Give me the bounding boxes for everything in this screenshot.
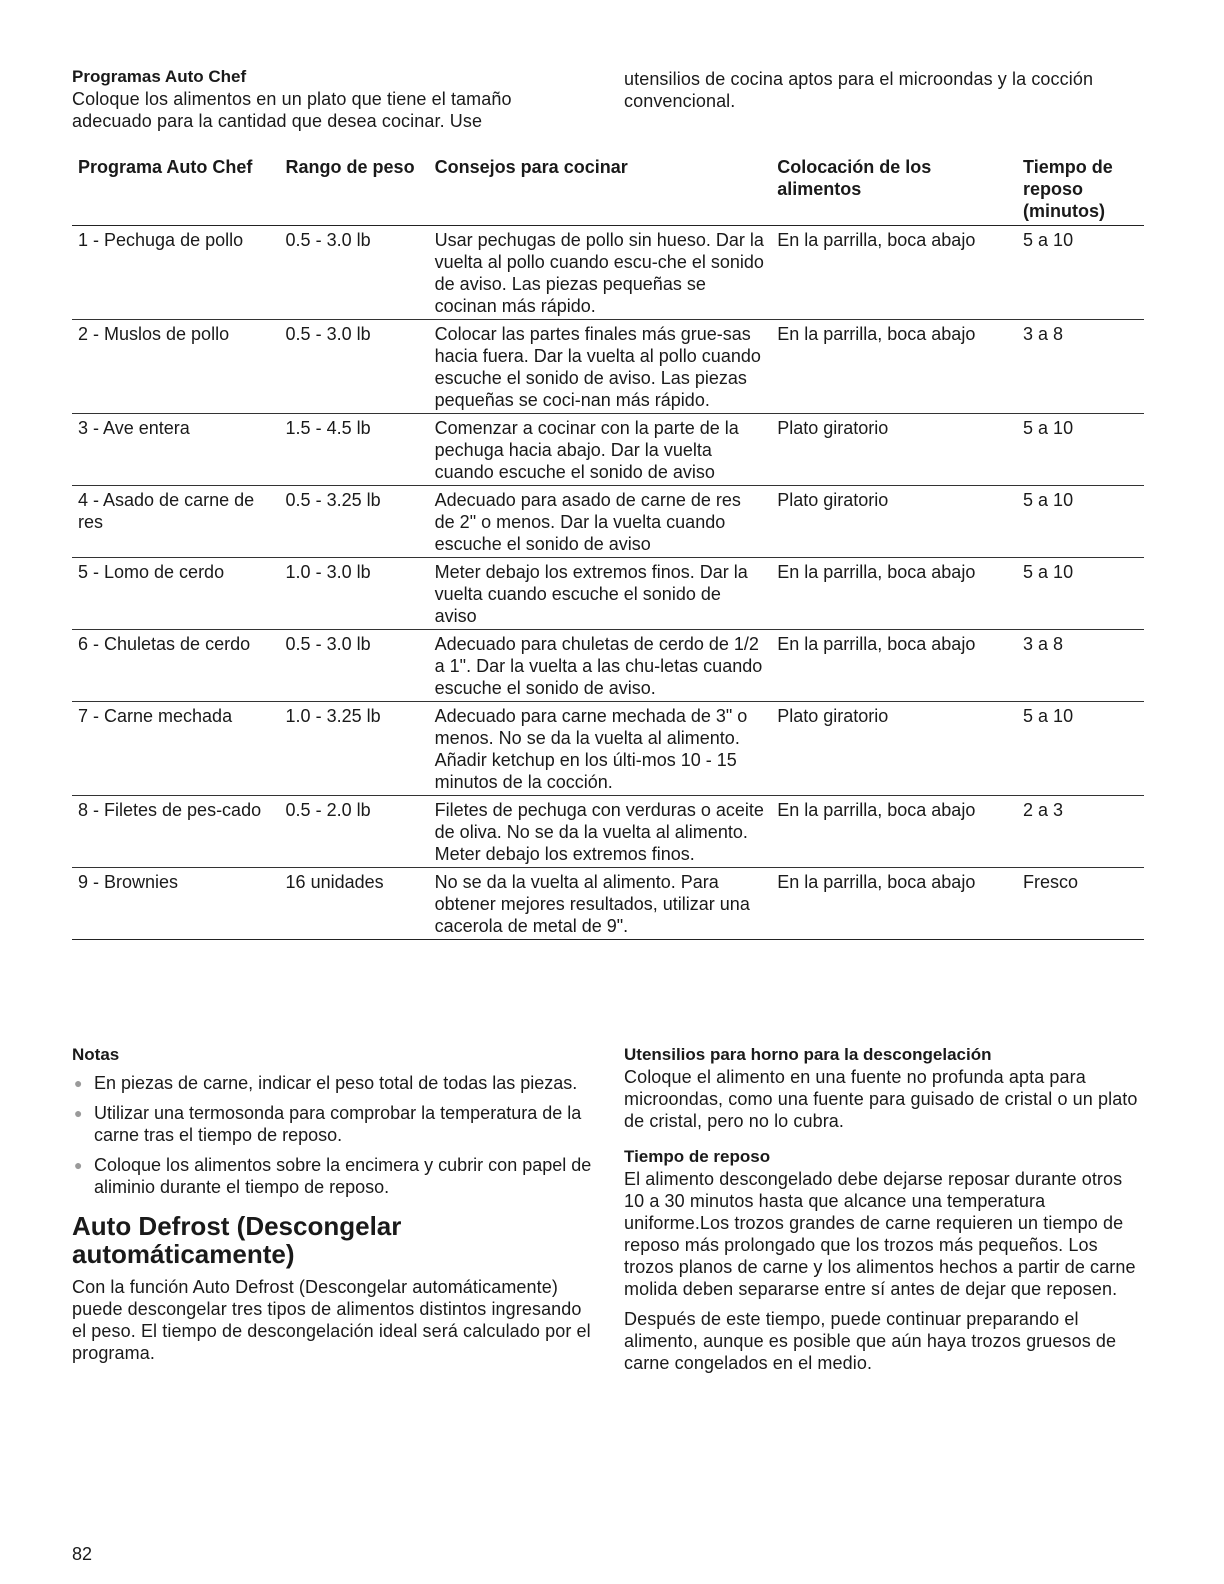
left-column (72, 1044, 592, 1364)
table-row (72, 486, 1144, 558)
cell-program: 5 - Lomo de cerdo (72, 558, 280, 630)
utensils-heading: Utensilios para horno para la descongelación (624, 1045, 992, 1064)
cell-weight: 0.5 - 3.0 lb (280, 226, 429, 320)
intro-text-right: utensilios de cocina aptos para el microondas y la cocción convencional. (624, 69, 1094, 111)
bullet-icon: ● (74, 1105, 83, 1121)
notes-heading: Notas (72, 1045, 120, 1064)
cell-weight: 16 unidades (280, 868, 429, 940)
intro-right-column (624, 66, 1144, 112)
cell-placement: En la parrilla, boca abajo (771, 320, 1017, 414)
cell-weight: 0.5 - 3.25 lb (280, 486, 429, 558)
cell-weight: 1.0 - 3.0 lb (280, 558, 429, 630)
note-text: Coloque los alimentos sobre la encimera y cubrir con papel de aliminio durante el tiempo de reposo. (94, 1155, 592, 1197)
header-consejos: Consejos para cocinar (429, 156, 772, 226)
intro-text-left: Coloque los alimentos en un plato que tiene el tamaño adecuado para la cantidad que desea cocinar. Use (72, 89, 512, 131)
table-row (72, 226, 1144, 320)
cell-weight: 0.5 - 3.0 lb (280, 630, 429, 702)
cell-program: 1 - Pechuga de pollo (72, 226, 280, 320)
cell-rest-time: 5 a 10 (1017, 558, 1144, 630)
cell-tips: Filetes de pechuga con verduras o aceite de oliva. No se da la vuelta al alimento. Meter debajo los extremos finos. (429, 796, 772, 868)
rest-heading: Tiempo de reposo (624, 1147, 771, 1166)
cell-tips: Adecuado para chuletas de cerdo de 1/2 a 1". Dar la vuelta a las chu-letas cuando escuche el sonido de aviso. (429, 630, 772, 702)
cell-rest-time: 3 a 8 (1017, 630, 1144, 702)
cell-program: 6 - Chuletas de cerdo (72, 630, 280, 702)
cell-program: 3 - Ave entera (72, 414, 280, 486)
cell-placement: Plato giratorio (771, 414, 1017, 486)
cell-program: 4 - Asado de carne de res (72, 486, 280, 558)
table-row (72, 796, 1144, 868)
table-row (72, 868, 1144, 940)
table-row (72, 630, 1144, 702)
table-row (72, 702, 1144, 796)
header-programa: Programa Auto Chef (72, 156, 280, 226)
cell-placement: En la parrilla, boca abajo (771, 558, 1017, 630)
header-rango: Rango de peso (280, 156, 429, 226)
cell-tips: Usar pechugas de pollo sin hueso. Dar la vuelta al pollo cuando escu-che el sonido de aviso. Las piezas pequeñas se cocinan más rápido. (429, 226, 772, 320)
header-tiempo: Tiempo de reposo (minutos) (1017, 156, 1144, 226)
cell-weight: 1.0 - 3.25 lb (280, 702, 429, 796)
cell-program: 2 - Muslos de pollo (72, 320, 280, 414)
bullet-icon: ● (74, 1157, 83, 1173)
cell-tips: Meter debajo los extremos finos. Dar la vuelta cuando escuche el sonido de aviso (429, 558, 772, 630)
table-row (72, 558, 1144, 630)
defrost-heading: Auto Defrost (Descongelar automáticamente) (72, 1211, 402, 1269)
cell-rest-time: 2 a 3 (1017, 796, 1144, 868)
cell-program: 8 - Filetes de pes-cado (72, 796, 280, 868)
cell-placement: En la parrilla, boca abajo (771, 226, 1017, 320)
header-colocacion: Colocación de los alimentos (771, 156, 1017, 226)
table-row (72, 414, 1144, 486)
table-header-row (72, 156, 1144, 226)
cell-placement: Plato giratorio (771, 486, 1017, 558)
cell-tips: Adecuado para carne mechada de 3" o menos. No se da la vuelta al alimento. Añadir ketchup en los últi-mos 10 - 15 minutos de la cocción. (429, 702, 772, 796)
list-item (72, 1154, 592, 1198)
notes-list (72, 1072, 592, 1198)
intro-left-column (72, 66, 592, 132)
auto-chef-table (72, 156, 1144, 940)
cell-rest-time: 3 a 8 (1017, 320, 1144, 414)
cell-weight: 0.5 - 3.0 lb (280, 320, 429, 414)
cell-rest-time: 5 a 10 (1017, 414, 1144, 486)
bullet-icon: ● (74, 1075, 83, 1091)
list-item (72, 1072, 592, 1094)
cell-program: 7 - Carne mechada (72, 702, 280, 796)
cell-placement: En la parrilla, boca abajo (771, 796, 1017, 868)
cell-weight: 0.5 - 2.0 lb (280, 796, 429, 868)
utensils-text: Coloque el alimento en una fuente no profunda apta para microondas, como una fuente para guisado de cristal o un plato de cristal, pero no lo cubra. (624, 1067, 1138, 1131)
cell-tips: Colocar las partes finales más grue-sas hacia fuera. Dar la vuelta al pollo cuando escuche el sonido de aviso. Las piezas pequeñas se coci-nan más rápido. (429, 320, 772, 414)
page-number: 82 (72, 1544, 93, 1564)
rest-text-1: El alimento descongelado debe dejarse reposar durante otros 10 a 30 minutos hasta que alcance una temperatura uniforme.Los trozos grandes de carne requieren un tiempo de reposo más prolongado que los trozos más pequeños. Los trozos planos de carne y los alimentos hechos a partir de carne molida deben separarse entre sí antes de dejar que reposen. (624, 1169, 1136, 1299)
rest-text-2: Después de este tiempo, puede continuar preparando el alimento, aunque es posible que aún haya trozos gruesos de carne congelados en el medio. (624, 1309, 1117, 1373)
intro-heading: Programas Auto Chef (72, 67, 247, 86)
cell-rest-time: 5 a 10 (1017, 486, 1144, 558)
right-column (624, 1044, 1144, 1374)
cell-placement: En la parrilla, boca abajo (771, 868, 1017, 940)
cell-rest-time: Fresco (1017, 868, 1144, 940)
table-row (72, 320, 1144, 414)
note-text: Utilizar una termosonda para comprobar la temperatura de la carne tras el tiempo de reposo. (94, 1103, 582, 1145)
cell-tips: Adecuado para asado de carne de res de 2" o menos. Dar la vuelta cuando escuche el sonido de aviso (429, 486, 772, 558)
cell-tips: Comenzar a cocinar con la parte de la pechuga hacia abajo. Dar la vuelta cuando escuche el sonido de aviso (429, 414, 772, 486)
cell-weight: 1.5 - 4.5 lb (280, 414, 429, 486)
note-text: En piezas de carne, indicar el peso total de todas las piezas. (94, 1073, 578, 1093)
cell-rest-time: 5 a 10 (1017, 226, 1144, 320)
cell-program: 9 - Brownies (72, 868, 280, 940)
cell-placement: En la parrilla, boca abajo (771, 630, 1017, 702)
list-item (72, 1102, 592, 1146)
cell-rest-time: 5 a 10 (1017, 702, 1144, 796)
defrost-text: Con la función Auto Defrost (Descongelar automáticamente) puede descongelar tres tipos de alimentos distintos ingresando el peso. El tiempo de descongelación ideal será calculado por el programa. (72, 1277, 591, 1363)
cell-tips: No se da la vuelta al alimento. Para obtener mejores resultados, utilizar una cacerola de metal de 9". (429, 868, 772, 940)
cell-placement: Plato giratorio (771, 702, 1017, 796)
